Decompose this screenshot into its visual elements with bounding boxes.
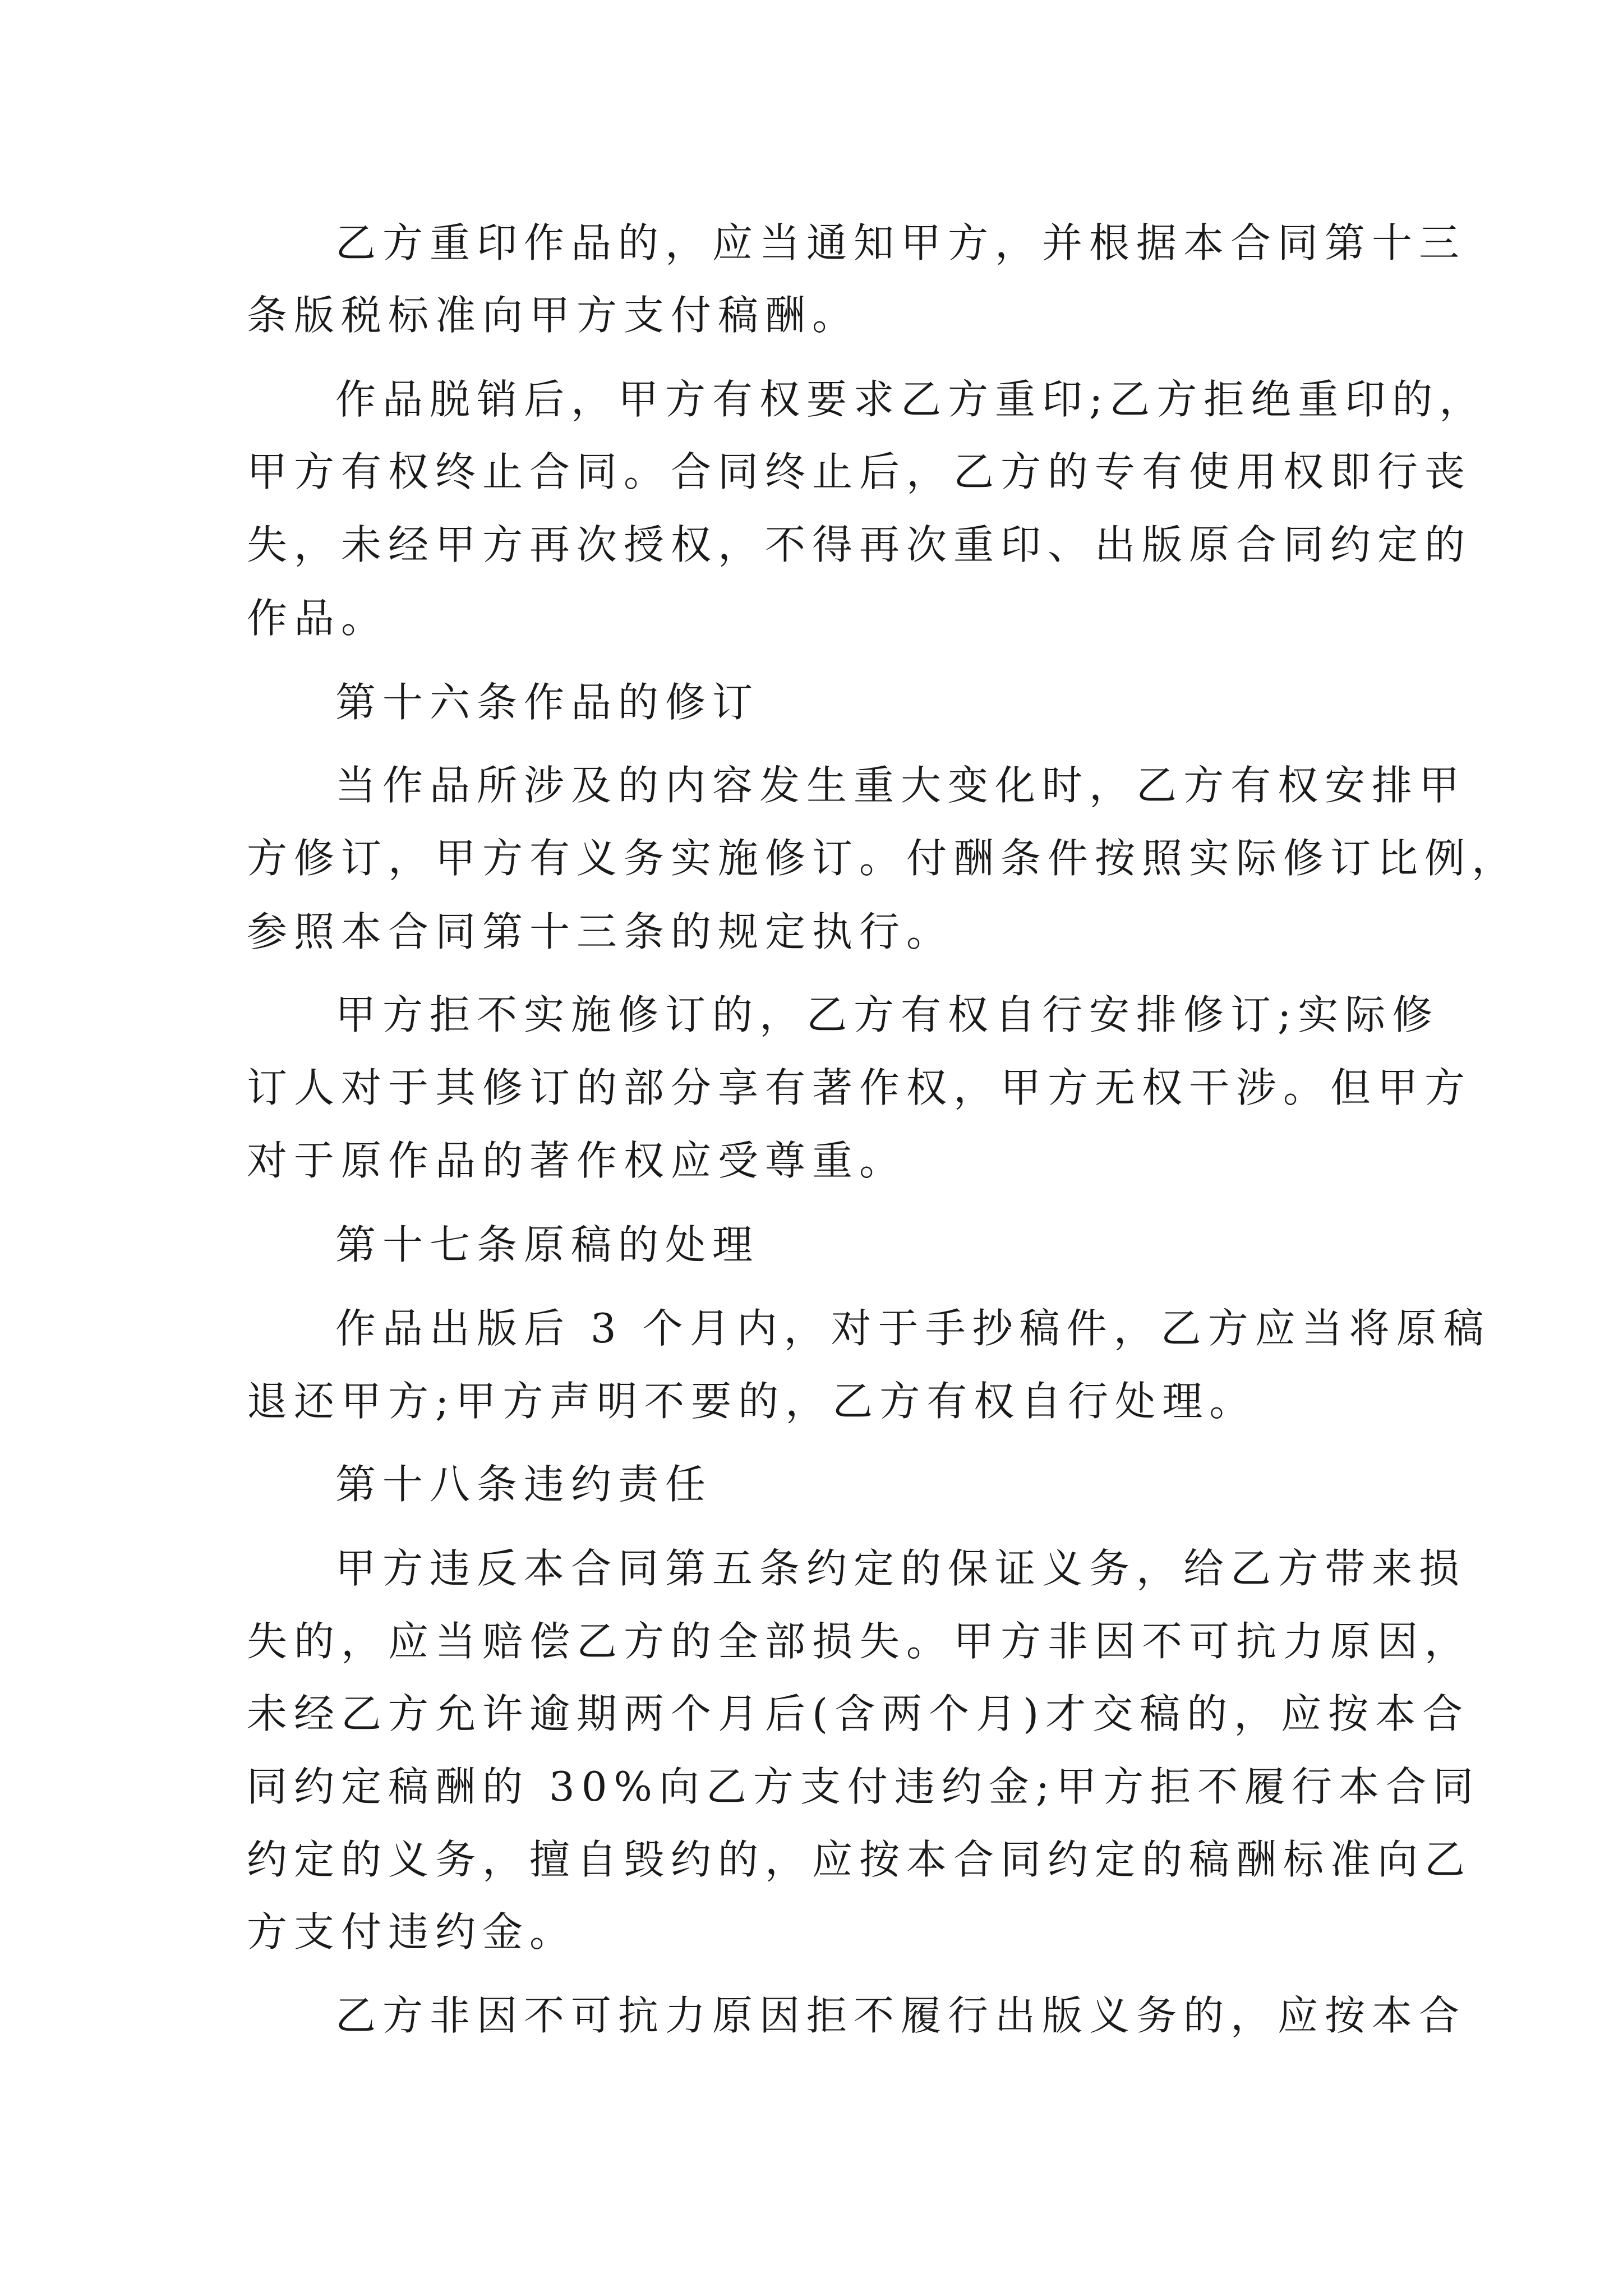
section-heading: 第十六条作品的修订: [335, 679, 760, 726]
text-line: 失的，应当赔偿乙方的全部损失。甲方非因不可抗力原因，: [247, 1618, 1472, 1665]
section-heading: 第十八条违约责任: [335, 1461, 713, 1508]
text-line: 当作品所涉及的内容发生重大变化时，乙方有权安排甲: [335, 762, 1467, 809]
section-heading: 第十七条原稿的处理: [335, 1221, 760, 1268]
text-line: 对于原作品的著作权应受尊重。: [247, 1137, 907, 1184]
text-line: 退还甲方;甲方声明不要的，乙方有权自行处理。: [247, 1378, 1257, 1425]
text-line: 约定的义务，擅自毁约的，应按本合同约定的稿酬标准向乙: [247, 1836, 1472, 1883]
text-line: 乙方重印作品的，应当通知甲方，并根据本合同第十三: [335, 219, 1467, 266]
text-line: 参照本合同第十三条的规定执行。: [247, 908, 954, 955]
text-line: 失，未经甲方再次授权，不得再次重印、出版原合同约定的: [247, 521, 1472, 568]
text-line: 方支付违约金。: [247, 1908, 577, 1955]
text-line: 作品脱销后，甲方有权要求乙方重印;乙方拒绝重印的，: [335, 376, 1487, 423]
text-line: 甲方有权终止合同。合同终止后，乙方的专有使用权即行丧: [247, 448, 1472, 495]
text-line: 甲方违反本合同第五条约定的保证义务，给乙方带来损: [335, 1545, 1467, 1592]
text-line: 作品出版后 3 个月内，对于手抄稿件，乙方应当将原稿: [335, 1305, 1491, 1352]
text-line: 未经乙方允许逾期两个月后(含两个月)才交稿的，应按本合: [247, 1690, 1470, 1737]
text-line: 作品。: [247, 595, 389, 642]
text-line: 条版税标准向甲方支付稿酬。: [247, 292, 860, 339]
text-line: 乙方非因不可抗力原因拒不履行出版义务的，应按本合: [335, 1992, 1467, 2039]
text-line: 甲方拒不实施修订的，乙方有权自行安排修订;实际修: [335, 991, 1440, 1038]
text-line: 订人对于其修订的部分享有著作权，甲方无权干涉。但甲方: [247, 1064, 1472, 1111]
text-line: 同约定稿酬的 30%向乙方支付违约金;甲方拒不履行本合同: [247, 1763, 1481, 1810]
text-line: 方修订，甲方有义务实施修订。付酬条件按照实际修订比例，: [247, 835, 1519, 882]
